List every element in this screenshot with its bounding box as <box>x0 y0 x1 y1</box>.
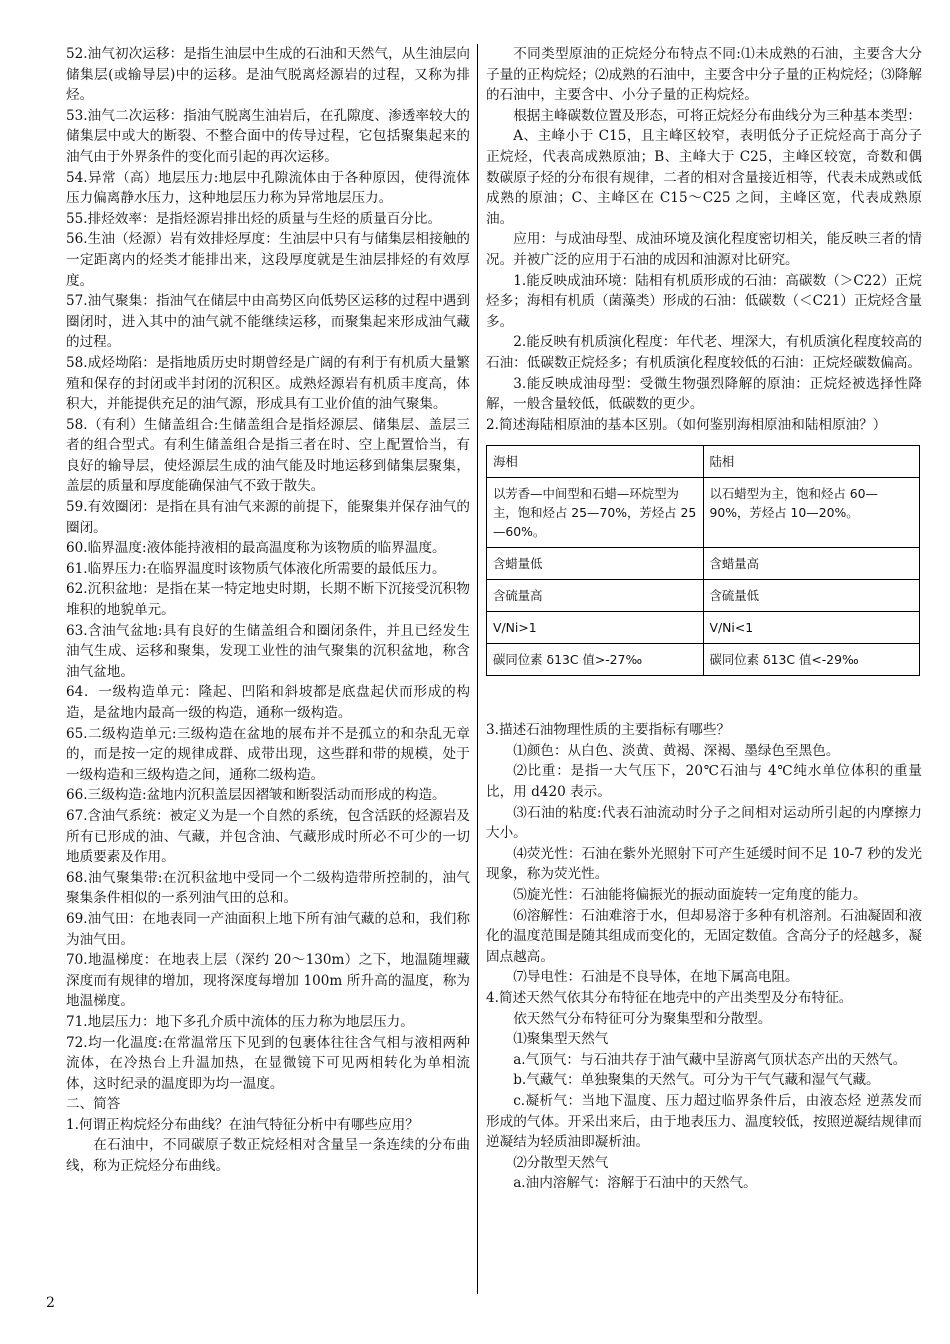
term-71: 71.地层压力：地下多孔介质中流体的压力称为地层压力。 <box>66 1013 414 1030</box>
answer-1-intro: 在石油中，不同碳原子数正烷烃相对含量呈一条连续的分布曲线，称为正烷烃分布曲线。 <box>66 1137 470 1175</box>
term-60: 60.临界温度:液体能持液相的最高温度称为该物质的临界温度。 <box>66 540 446 557</box>
table-cell: 碳同位素 δ13C 值<-29‰ <box>703 644 920 676</box>
term-59: 59.有效圈闭：是指在具有油气来源的前提下，能聚集并保存油气的圈闭。 <box>66 499 470 536</box>
right-column <box>486 44 922 1194</box>
table-row <box>487 548 920 580</box>
term-53: 53.油气二次运移：指油气脱离生油岩后，在孔隙度、渗透率较大的储集层中或大的断裂、不整合面中的传导过程，它包括聚集起来的油气由于外界条件的变化而引起的再次运移。 <box>66 107 470 165</box>
term-54: 54.异常（高）地层压力:地层中孔隙流体由于各种原因，使得流体压力偏离静水压力，这种地层压力称为异常地层压力。 <box>66 169 470 207</box>
term-65: 65.二级构造单元:三级构造在盆地的展布并不是孤立的和杂乱无章的，而是按一定的规律成群、成带出现，这些群和带的规模，处于一级构造和三级构造之间，通称二级构造。 <box>66 725 470 783</box>
gas-cap-gas: a.气顶气：与石油共存于油气藏中呈游离气顶状态产出的天然气。 <box>513 1051 907 1068</box>
gas-dissolved: a.油内溶解气：溶解于石油中的天然气。 <box>513 1175 757 1192</box>
term-64: 64．一级构造单元：隆起、凹陷和斜坡都是底盘起伏而形成的构造，是盆地内最高一级的构造，通称一级构造。 <box>66 684 470 721</box>
gas-reservoir-gas: b.气藏气：单独聚集的天然气。可分为干气气藏和湿气气藏。 <box>513 1072 880 1089</box>
application-2: 2.能反映有机质演化程度：年代老、埋深大，有机质演化程度较高的石油：低碳数正烷烃多；有机质演化程度较低的石油：正烷烃碳数偏高。 <box>486 334 922 371</box>
marine-continental-table <box>486 445 920 676</box>
table-row <box>487 644 920 676</box>
table-row <box>487 478 920 548</box>
gas-accumulated-heading: ⑴聚集型天然气 <box>513 1031 609 1048</box>
question-2: 2.简述海陆相原油的基本区别。（如何鉴别海相原油和陆相原油？） <box>486 416 887 433</box>
table-cell: 以石蜡型为主，饱和烃占 60—90%，芳烃占 10—20%。 <box>703 478 920 548</box>
question-3: 3.描述石油物理性质的主要指标有哪些？ <box>486 722 731 739</box>
term-67: 67.含油气系统：被定义为是一个自然的系统，包含活跃的烃源岩及所有已形成的油、气藏，并包含油、气藏形成时所必不可少的一切地质要素及作用。 <box>66 807 470 866</box>
term-58a: 58.成烃坳陷：是指地质历史时期曾经是广阔的有利于有机质大量繁殖和保存的封闭或半封闭的沉积区。成熟烃源岩有机质丰度高，体积大，并能提供充足的油气源，形成具有工业价值的油气聚集。 <box>66 354 470 413</box>
term-58b: 58.（有利）生储盖组合:生储盖组合是指烃源层、储集层、盖层三者的组合型式。有利生储盖组合是指三者在时、空上配置恰当，有良好的输导层，使烃源层生成的油气能及时地运移到储集层聚集，盖层的质量和厚度能确保油气不致于散失。 <box>66 416 470 495</box>
table-cell: 含蜡量高 <box>703 548 920 580</box>
application-1: 1.能反映成油环境：陆相有机质形成的石油：高碳数（＞C22）正烷烃多；海相有机质（菌藻类）形成的石油：低碳数（＜C21）正烷烃含量多。 <box>486 272 922 330</box>
property-optical-rotation: ⑸旋光性：石油能将偏振光的振动面旋转一定角度的能力。 <box>513 887 867 904</box>
term-56: 56.生油（烃源）岩有效排烃厚度：生油层中只有与储集层相接触的一定距离内的烃类才能排出来，这段厚度就是生油层排烃的有效厚度。 <box>66 231 470 289</box>
table-row <box>487 580 920 612</box>
table-cell: 以芳香—中间型和石蜡—环烷型为主，饱和烃占 25—70%，芳烃占 25—60%。 <box>487 478 704 548</box>
term-72: 72.均一化温度:在常温常压下见到的包裹体往往含气相与液相两种流体，在冷热台上升温加热，在显微镜下可见两相转化为单相流体，这时纪录的温度即为均一温度。 <box>66 1034 470 1092</box>
table-header-row <box>487 446 920 478</box>
property-fluorescence: ⑷荧光性：石油在紫外光照射下可产生延缓时间不足 10-7 秒的发光现象，称为荧光性。 <box>486 845 922 883</box>
term-70: 70.地温梯度：在地表上层（深约 20～130m）之下，地温随埋藏深度而有规律的增加，现将深度每增加 100m 所升高的温度，称为地温梯度。 <box>66 952 470 1010</box>
term-63: 63.含油气盆地:具有良好的生储盖组合和圈闭条件，并且已经发生油气生成、运移和聚集，发现工业性的油气聚集的沉积盆地，称含油气盆地。 <box>66 622 470 680</box>
term-62: 62.沉积盆地：是指在某一特定地史时期，长期不断下沉接受沉积物堆积的地貌单元。 <box>66 581 470 619</box>
answer-1-application: 应用：与成油母型、成油环境及演化程度密切相关，能反映三者的情况。并被广泛的应用于石油的成因和油源对比研究。 <box>486 231 922 268</box>
question-4: 4.简述天然气依其分布特征在地壳中的产出类型及分布特征。 <box>486 990 853 1006</box>
table-cell: V/Ni>1 <box>487 612 704 644</box>
table-cell: 含硫量高 <box>487 580 704 612</box>
term-61: 61.临界压力:在临界温度时该物质气体液化所需要的最低压力。 <box>66 560 446 577</box>
term-52: 52.油气初次运移：是指生油层中生成的石油和天然气，从生油层向储集层(或输导层)中的运移。是油气脱离烃源岩的过程，又称为排烃。 <box>66 46 470 104</box>
term-57: 57.油气聚集：指油气在储层中由高势区向低势区运移的过程中遇到圈闭时，进入其中的油气就不能继续运移，而聚集起来形成油气藏的过程。 <box>66 293 470 351</box>
table-cell: 含蜡量低 <box>487 548 704 580</box>
term-66: 66.三级构造:盆地内沉积盖层因褶皱和断裂活动而形成的构造。 <box>66 787 446 804</box>
gas-condensate: c.凝析气：当地下温度、压力超过临界条件后，由液态烃 逆蒸发而形成的气体。开采出来后，由于地表压力、温度较低，按照逆凝结规律而逆凝结为轻质油即凝析油。 <box>486 1092 922 1151</box>
table-cell: 含硫量低 <box>703 580 920 612</box>
term-69: 69.油气田：在地表同一产油面积上地下所有油气藏的总和，我们称为油气田。 <box>66 910 470 948</box>
term-55: 55.排烃效率：是指烃源岩排出烃的质量与生烃的质量百分比。 <box>66 210 442 227</box>
section-heading: 二、简答 <box>66 1096 121 1113</box>
table-header-cell: 海相 <box>487 446 704 478</box>
gas-types-intro: 依天然气分布特征可分为聚集型和分散型。 <box>513 1010 772 1027</box>
answer-1-types: 不同类型原油的正烷烃分布特点不同:⑴未成熟的石油，主要含大分子量的正构烷烃；⑵成熟的石油中，主要含中分子量的正构烷烃；⑶降解的石油中，主要含中、小分子量的正构烷烃。 <box>486 46 922 104</box>
table-header-cell: 陆相 <box>703 446 920 478</box>
answer-1-abc: A、主峰小于 C15，且主峰区较窄，表明低分子正烷烃高于高分子正烷烃，代表高成熟原油；B、主峰大于 C25，主峰区较宽，奇数和偶数碳原子烃的分布很有规律，二者的相对含量接近相等，代表未成熟或低成熟的原油；C、主峰区在 C15～C25 之间，主峰区宽，代表成熟原油。 <box>486 128 922 227</box>
gas-dispersed-heading: ⑵分散型天然气 <box>513 1154 609 1171</box>
answer-1-classify: 根据主峰碳数位置及形态，可将正烷烃分布曲线分为三种基本类型： <box>513 107 921 124</box>
table-cell: V/Ni<1 <box>703 612 920 644</box>
term-68: 68.油气聚集带:在沉积盆地中受同一个二级构造带所控制的，油气聚集条件相似的一系列油气田的总和。 <box>66 869 470 907</box>
column-divider <box>477 44 478 1294</box>
left-column <box>66 44 470 1177</box>
property-viscosity: ⑶石油的粘度:代表石油流动时分子之间相对运动所引起的内摩擦力大小。 <box>486 804 922 842</box>
table-cell: 碳同位素 δ13C 值>-27‰ <box>487 644 704 676</box>
page-number: 2 <box>46 1295 55 1311</box>
property-density: ⑵比重：是指一大气压下，20℃石油与 4℃纯水单位体积的重量比，用 d420 表示。 <box>486 763 922 801</box>
question-1: 1.何谓正构烷烃分布曲线？在油气特征分析中有哪些应用？ <box>66 1116 419 1133</box>
property-solubility: ⑹溶解性：石油难溶于水，但却易溶于多种有机溶剂。石油凝固和液化的温度范围是随其组成而变化的，无固定数值。含高分子的烃越多，凝固点越高。 <box>486 907 922 965</box>
property-conductivity: ⑺导电性：石油是不良导体，在地下属高电阻。 <box>513 969 799 986</box>
property-color: ⑴颜色：从白色、淡黄、黄褐、深褐、墨绿色至黑色。 <box>513 742 840 759</box>
table-row <box>487 612 920 644</box>
application-3: 3.能反映成油母型：受微生物强烈降解的原油：正烷烃被选择性降解，一般含量较低，低碳数的更少。 <box>486 375 922 413</box>
